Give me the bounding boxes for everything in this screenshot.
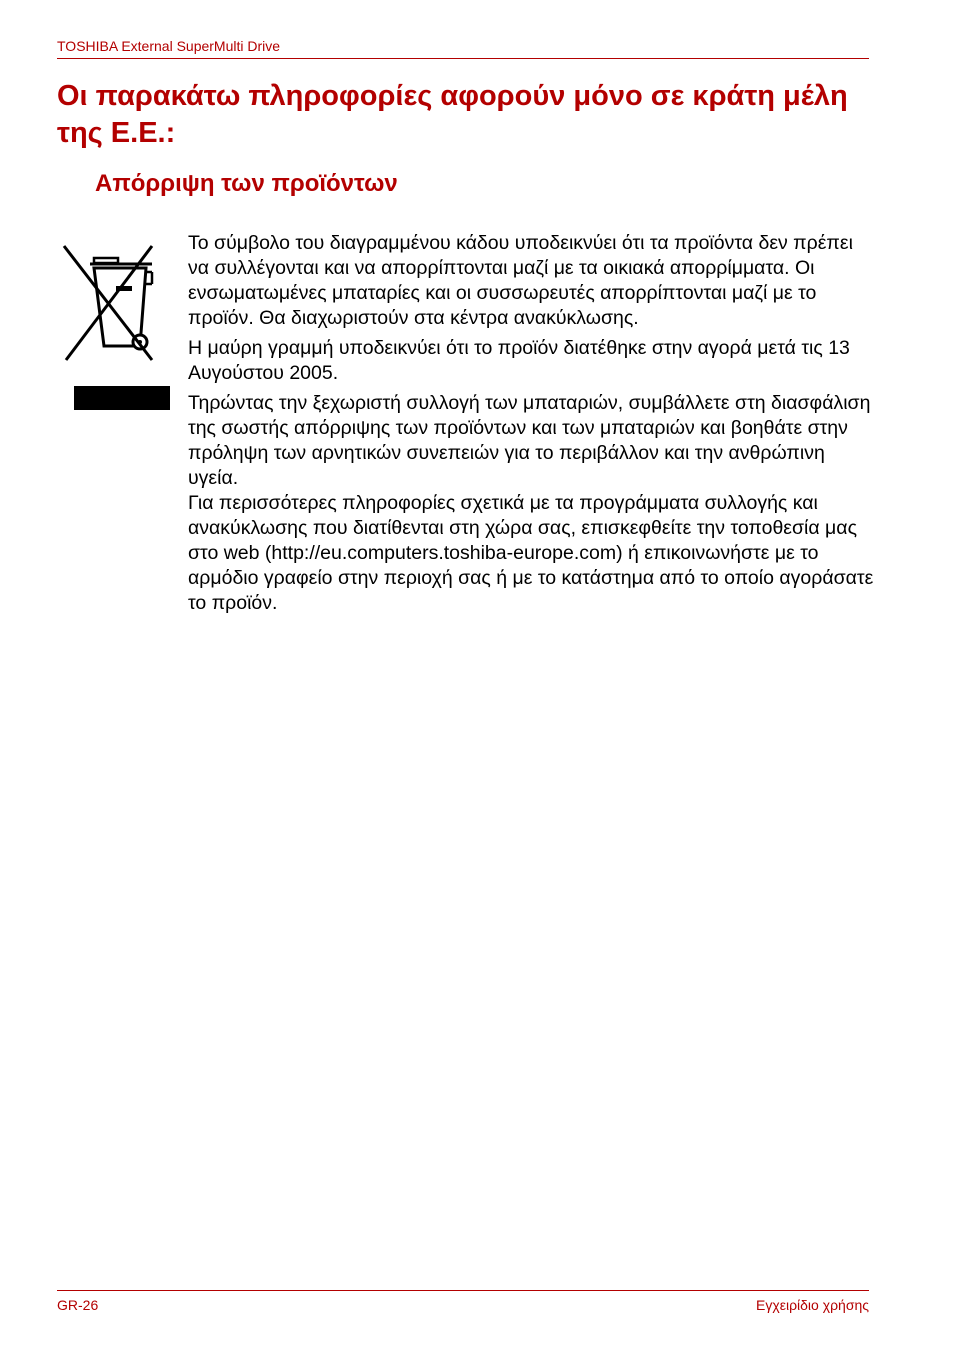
black-bar [74, 386, 170, 410]
page-title: Οι παρακάτω πληροφορίες αφορούν μόνο σε κράτη μέλη της Ε.Ε.: [57, 80, 848, 149]
section-title: Απόρριψη των προϊόντων [95, 170, 398, 197]
paragraph-separate-collection: Τηρώντας την ξεχωριστή συλλογή των μπαταριών, συμβάλλετε στη διασφάλιση της σωστής απόρριψης των προϊόντων και των μπαταριών και βοηθάτε στην πρόληψη των αρνητικών συνεπειών για το περιβάλλον και την ανθρώπινη υγεία. [188, 392, 871, 489]
paragraph-symbol: Το σύμβολο του διαγραμμένου κάδου υποδεικνύει ότι τα προϊόντα δεν πρέπει να συλλέγονται και να απορρίπτονται μαζί με τα οικιακά απορρίμματα. Οι ενσωματωμένες μπαταρίες και οι συσσωρευτές απορρίπτονται μαζί με το προϊόν. Θα διαχωριστούν στα κέντρα ανακύκλωσης. [188, 232, 853, 329]
header-title: TOSHIBA External SuperMulti Drive [57, 38, 281, 54]
paragraph-more-info: Για περισσότερες πληροφορίες σχετικά με τα προγράμματα συλλογής και ανακύκλωσης που διατίθενται στη χώρα σας, επισκεφθείτε την τοποθεσία μας στο web (http://eu.computers.toshiba-europe.com) ή επικοινωνήστε με το αρμόδιο γραφείο στην περιοχή σας ή με το κατάστημα από το οποίο αγοράσατε το προϊόν. [188, 492, 874, 614]
paragraph-black-bar: Η μαύρη γραμμή υποδεικνύει ότι το προϊόν διατέθηκε στην αγορά μετά τις 13 Αυγούστου 2005. [188, 337, 850, 384]
manual-name: Εγχειρίδιο χρήσης [756, 1297, 869, 1313]
crossed-out-wheelie-bin-icon [60, 242, 156, 364]
body-text [188, 231, 878, 621]
page-number: GR-26 [57, 1297, 99, 1313]
header-rule [57, 58, 869, 59]
footer-rule [57, 1290, 869, 1291]
